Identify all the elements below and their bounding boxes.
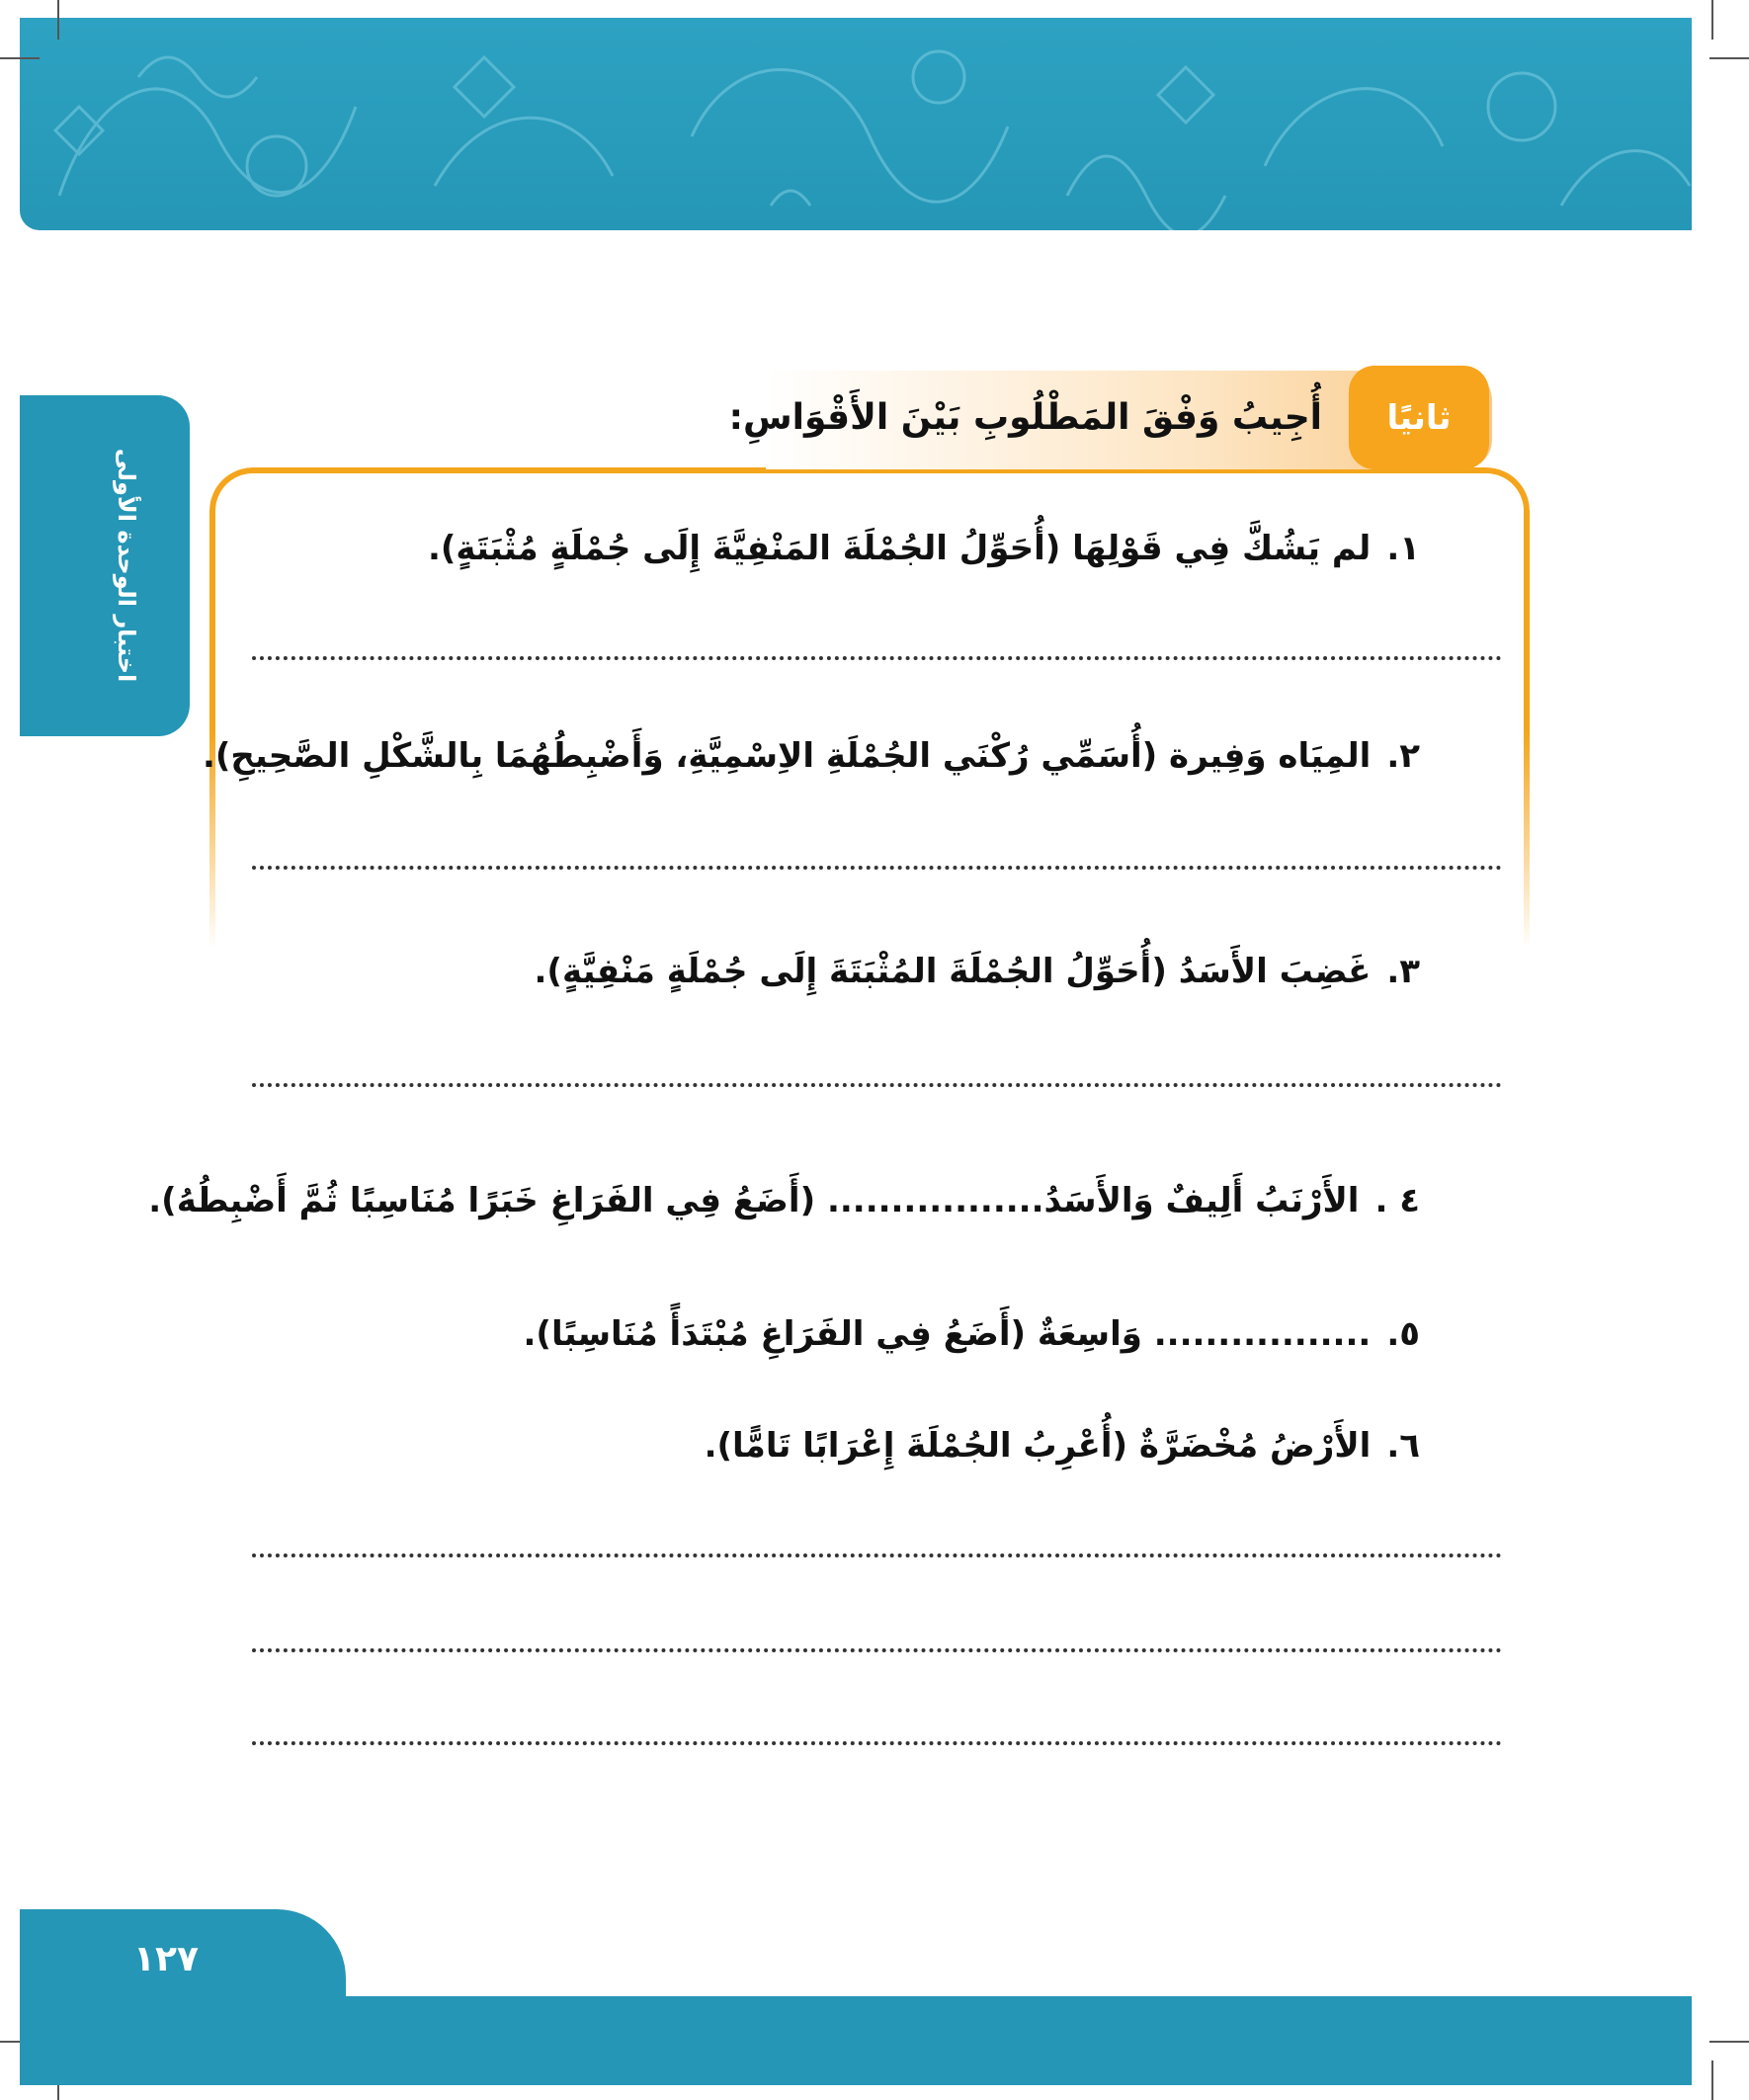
question-2 xyxy=(202,726,1420,786)
question-text: المِيَاه وَفِيرة (أُسَمِّي رُكْنَي الجُمْلَةِ الاِسْمِيَّةِ، وَأَضْبِطُهُمَا بِالشَّكْلِ الصَّحِيحِ). xyxy=(202,736,1372,776)
answer-line[interactable] xyxy=(252,1554,1502,1557)
question-number: ٢. xyxy=(1386,736,1420,776)
answer-line[interactable] xyxy=(252,1648,1502,1652)
question-text: الأَرْنَبُ أَلِيفٌ وَالأَسَدُ................. (أَضَعُ فِي الفَرَاغِ خَبَرًا مُنَاسِبًا ثُمَّ أَضْبِطُهُ). xyxy=(148,1181,1360,1220)
question-6 xyxy=(333,1416,1420,1475)
crop-mark xyxy=(1709,2041,1749,2043)
answer-line[interactable] xyxy=(252,1083,1502,1087)
question-number: ٣. xyxy=(1386,952,1420,991)
question-number: ٥. xyxy=(1386,1314,1420,1354)
question-4 xyxy=(148,1171,1420,1230)
question-3 xyxy=(333,942,1420,1001)
side-tab xyxy=(20,395,190,736)
question-text: غَضِبَ الأَسَدُ (أُحَوِّلُ الجُمْلَةَ المُثْبَتَةَ إِلَى جُمْلَةٍ مَنْفِيَّةٍ). xyxy=(534,952,1372,991)
answer-line[interactable] xyxy=(252,656,1502,660)
calligraphy-pattern xyxy=(20,18,1692,230)
question-5 xyxy=(333,1304,1420,1364)
section-badge: ثانيًا xyxy=(1349,366,1489,469)
page-number: ١٢٧ xyxy=(133,1939,199,1979)
instruction-text: أُجِيبُ وَفْقَ المَطْلُوبِ بَيْنَ الأَقْوَاسِ: xyxy=(728,397,1322,438)
question-text: الأَرْضُ مُخْضَرَّةٌ (أُعْرِبُ الجُمْلَةَ إِعْرَابًا تَامًّا). xyxy=(704,1426,1372,1466)
question-number: ١. xyxy=(1386,529,1420,568)
question-text: لم يَشُكَّ فِي قَوْلِهَا (أُحَوِّلُ الجُمْلَةَ المَنْفِيَّةَ إِلَى جُمْلَةٍ مُثْبَتَةٍ). xyxy=(427,529,1372,568)
crop-mark xyxy=(1709,57,1749,59)
answer-line[interactable] xyxy=(252,866,1502,870)
crop-mark xyxy=(0,57,40,59)
question-text: ................. وَاسِعَةٌ (أَضَعُ فِي الفَرَاغِ مُبْتَدَأً مُنَاسِبًا). xyxy=(523,1314,1372,1354)
question-1 xyxy=(333,519,1420,578)
question-number: ٤ . xyxy=(1374,1181,1420,1220)
side-tab-label: اختبار الوحدة الأولى xyxy=(113,448,140,683)
crop-mark xyxy=(1711,2060,1713,2100)
question-number: ٦. xyxy=(1386,1426,1420,1466)
answer-line[interactable] xyxy=(252,1741,1502,1745)
crop-mark xyxy=(57,0,59,40)
header-band xyxy=(20,18,1692,230)
crop-mark xyxy=(1711,0,1713,40)
footer-band xyxy=(20,1996,1692,2085)
